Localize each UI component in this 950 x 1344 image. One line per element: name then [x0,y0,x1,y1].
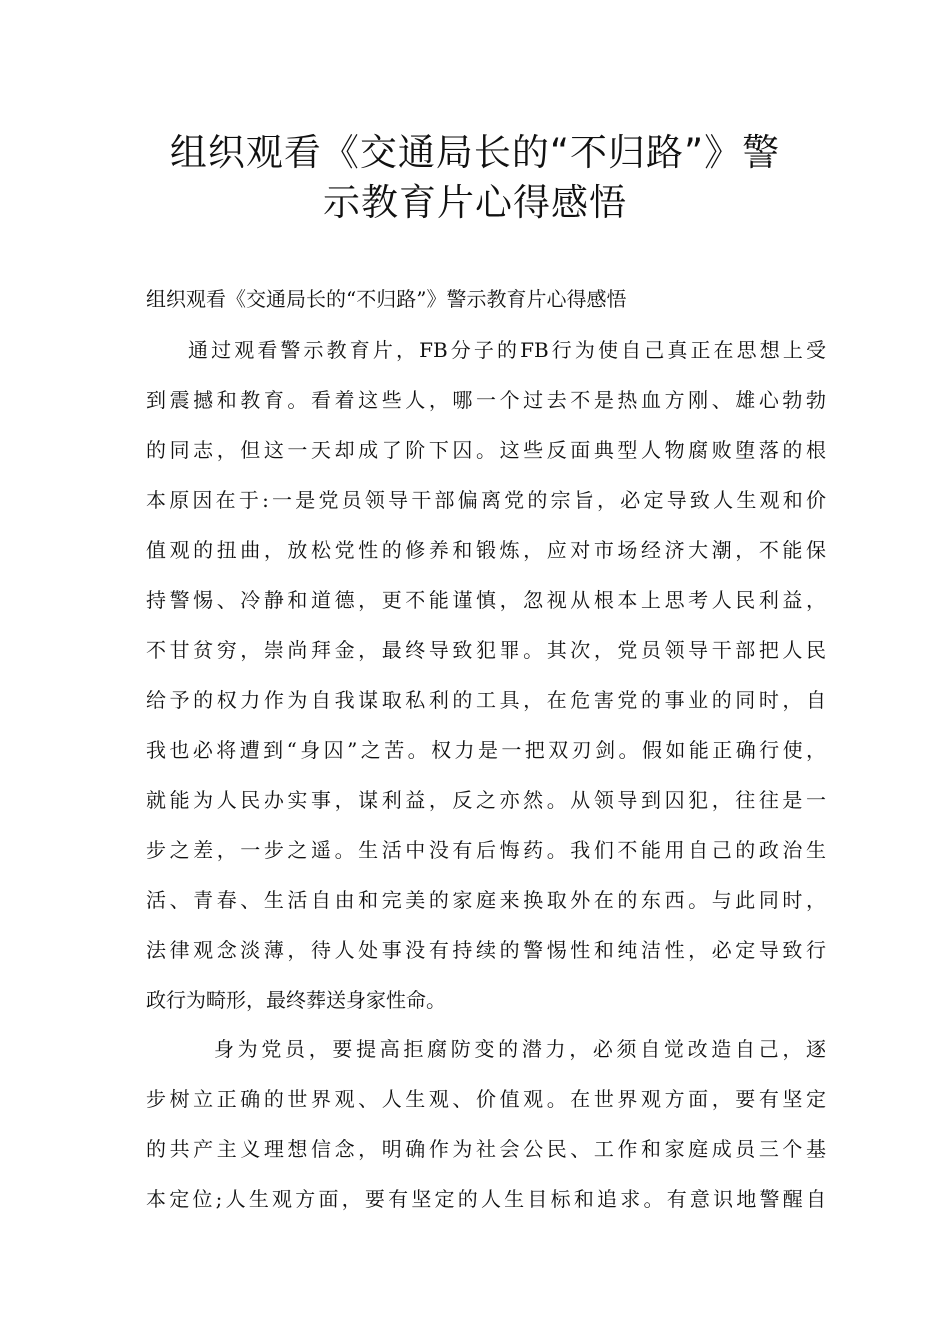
text-line: 本定位;人生观方面，要有坚定的人生目标和追求。有意识地警醒自 [146,1187,826,1211]
text-line: 步之差，一步之遥。生活中没有后悔药。我们不能用自己的政治生 [146,838,826,862]
paragraph-2 [146,1034,826,1234]
paragraph-1 [146,335,826,1035]
text-line: 本原因在于:一是党员领导干部偏离党的宗旨，必定导致人生观和价 [146,488,826,512]
document-title-line: 示教育片心得感悟 [323,181,627,224]
text-line: 我也必将遭到“身囚”之苦。权力是一把双刃剑。假如能正确行使， [146,738,826,762]
text-line: 活、青春、生活自由和完美的家庭来换取外在的东西。与此同时， [146,888,826,912]
document-subtitle: 组织观看《交通局长的“不归路”》警示教育片心得感悟 [146,287,627,311]
text-line: 步树立正确的世界观、人生观、价值观。在世界观方面，要有坚定 [146,1087,826,1111]
text-line: 不甘贫穷，崇尚拜金，最终导致犯罪。其次，党员领导干部把人民 [146,638,826,662]
document-title-line: 组织观看《交通局长的“不归路”》警 [169,131,781,174]
text-line: 身为党员，要提高拒腐防变的潜力，必须自觉改造自己，逐 [214,1037,826,1061]
text-line: 政行为畸形，最终葬送身家性命。 [146,988,446,1012]
text-line: 持警惕、冷静和道德，更不能谨慎，忽视从根本上思考人民利益， [146,588,826,612]
text-line: 的共产主义理想信念，明确作为社会公民、工作和家庭成员三个基 [146,1137,826,1161]
text-line: 值观的扭曲，放松党性的修养和锻炼，应对市场经济大潮，不能保 [146,538,826,562]
text-line: 通过观看警示教育片，FB分子的FB行为使自己真正在思想上受 [188,338,826,362]
text-line: 就能为人民办实事，谋利益，反之亦然。从领导到囚犯，往往是一 [146,788,826,812]
text-line: 到震撼和教育。看着这些人，哪一个过去不是热血方刚、雄心勃勃 [146,388,826,412]
text-line: 的同志，但这一天却成了阶下囚。这些反面典型人物腐败堕落的根 [146,438,826,462]
text-line: 给予的权力作为自我谋取私利的工具，在危害党的事业的同时，自 [146,688,826,712]
document-title [120,128,830,228]
text-line: 法律观念淡薄，待人处事没有持续的警惕性和纯洁性，必定导致行 [146,938,826,962]
